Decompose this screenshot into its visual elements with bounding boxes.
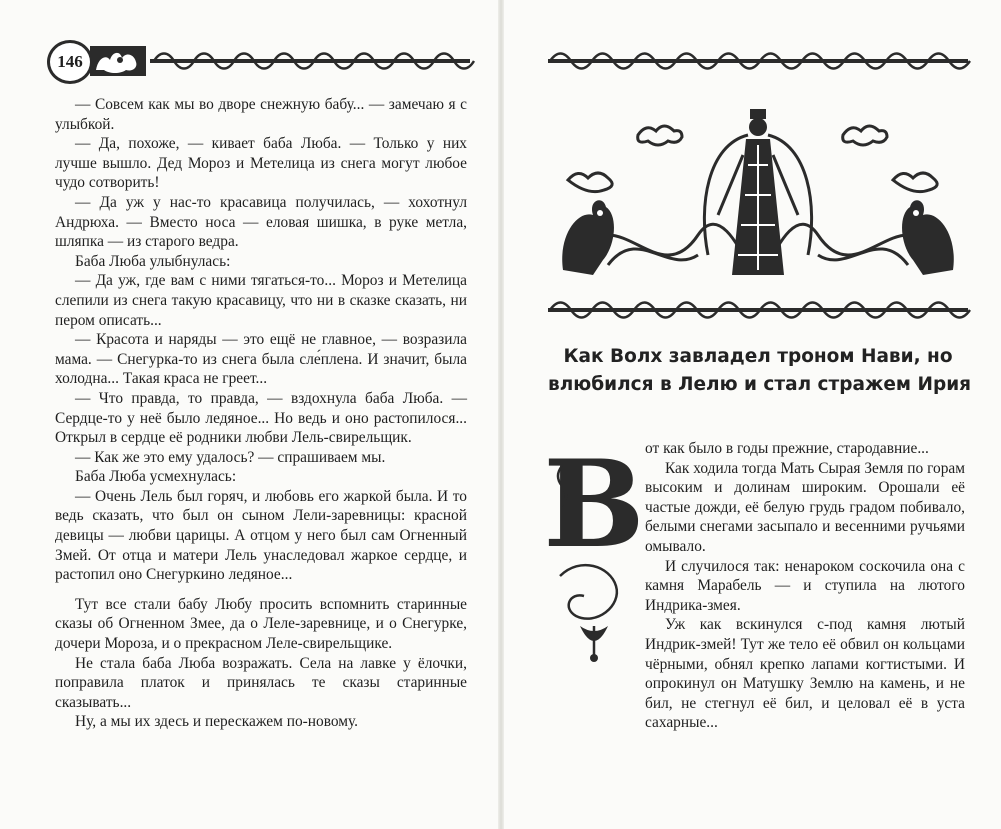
paragraph: Ну, а мы их здесь и перескажем по-новому. [75,713,359,731]
paragraph: И случилося так: ненароком соскочила она с камня Марабель — и ступила на лютого Индрика-змея. [645,557,965,614]
paragraph: — Красота и наряды — это ещё не главное, — возразила мама. — Снегурка-то из снега была сле́плена. И значит, была холодна... Такая краса не греет... [55,331,467,388]
paragraph: Баба Люба улыбнулась: [75,252,231,270]
drop-cap-ornament [543,426,645,662]
paragraph: — Очень Лель был горяч, и любовь его жаркой была. И то ведь сказать, что был он сыном Лели-заревницы: красной девицы — любви царицы. А отцом у него был сам Огненный Змей. От отца и матери Лель унаследовал жаркое сердце, и растопил оно Снегуркино ледяное... [55,487,467,584]
drop-cap-letter: В [543,434,645,575]
paragraph: — Как же это ему удалось? — спрашиваем мы. [75,448,386,466]
chapter-title-line: влюбился в Лелю и стал стражем Ирия [548,374,972,395]
paragraph: Баба Люба усмехнулась: [75,468,237,486]
paragraph: Как ходила тогда Мать Сырая Земля по горам высоким и долинам широким. Орошали её частые дожди, её белую грудь градом побивало, белыми снегами засыпало и весенними ручьями омывало. [645,459,965,555]
chapter-title-line: Как Волх завладел троном Нави, но [563,346,953,367]
paragraph: — Да уж, где вам с ними тягаться-то... Мороз и Метелица слепили из снега такую красавицу, что ни в сказке сказать, ни пером описать... [55,272,467,329]
griffin-emblem [90,46,146,76]
paragraph: Не стала баба Люба возражать. Села на лавке у ёлочки, поправила платок и принялась те сказы старинные сказывать... [55,654,467,711]
paragraph: Уж как вскинулся с-под камня лютый Индрик-змей! Тут же тело её обвил он кольцами чёрными, обнял крепко лапами когтистыми. И опрокинул он Матушку Землю на камень, и не бил, не стегнул её бил, и целовал её в уста сахарные... [645,616,965,732]
sirin-birds-illustration [548,95,968,280]
chapter-title [548,343,972,399]
ornament-band-header-left [150,48,470,74]
paragraph: — Да уж у нас-то красавица получилась, — хохотнул Андрюха. — Вместо носа — еловая шишка, в руке метла, шляпка — из старого ведра. [55,193,467,251]
right-page-text [645,439,965,733]
page-number: 146 [47,40,93,84]
left-page-text [55,95,467,732]
paragraph: — Да, похоже, — кивает баба Люба. — Только у них лучше вышло. Дед Мороз и Метелица из снега могут любое чудо сотворить! [55,135,467,192]
ornament-band-top-right [548,48,968,74]
paragraph: — Совсем как мы во дворе снежную бабу... — замечаю я с улыбкой. [55,96,467,133]
book-gutter [498,0,504,829]
paragraph: Тут все стали бабу Любу просить вспомнить старинные сказы об Огненном Змее, да о Леле-заревнице, и о Снегурке, дочери Мороза, и о прекрасном Леле-свирельщике. [55,595,467,653]
paragraph: — Что правда, то правда, — вздохнула баба Люба. — Сердце-то у неё было ледяное... Но ведь и оно растопилося... Открыл в сердце её родники любви Лель-свирельщик. [55,389,467,447]
paragraph: от как было в годы прежние, стародавние... [645,440,929,457]
ornament-band-mid-right [548,297,968,323]
